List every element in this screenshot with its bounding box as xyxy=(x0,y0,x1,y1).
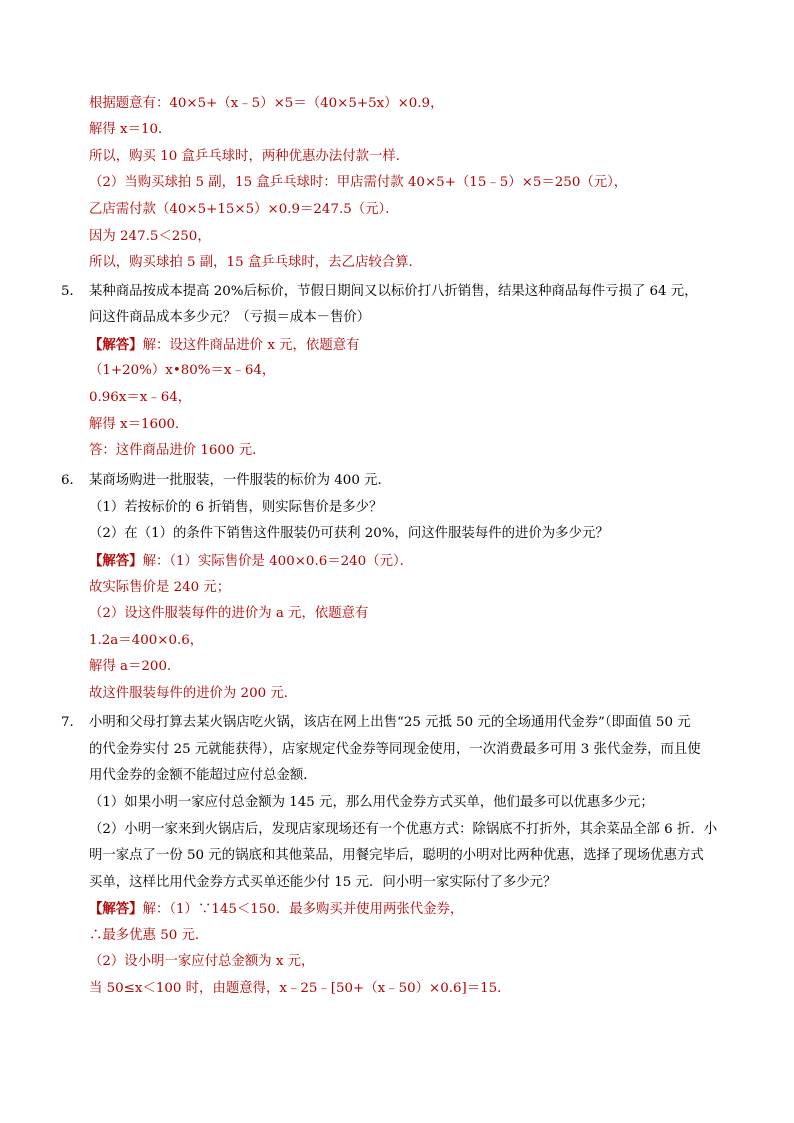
answer-line xyxy=(89,552,413,570)
answer-line: （2）设这件服装每件的进价为 a 元，依题意有 xyxy=(89,606,369,621)
question-text: 某商场购进一批服装，一件服装的标价为 400 元． xyxy=(89,473,391,488)
question-number: 7． xyxy=(61,715,83,730)
answer-text: 解：设这件商品进价 x 元，依题意有 xyxy=(142,338,360,353)
answer-line: 当 50≤x＜100 时，由题意得，x﹣25﹣[50+（x﹣50）×0.6]＝15． xyxy=(89,981,511,996)
answer-line: 故实际售价是 240 元； xyxy=(89,580,231,595)
answer-tag: 【解答】 xyxy=(89,553,143,569)
prev-answer-line: 解得 x＝10． xyxy=(89,122,172,137)
prev-answer-line: （2）当购买球拍 5 副，15 盒乒乓球时：甲店需付款 40×5+（15﹣5）×5＝250（元）， xyxy=(89,175,628,190)
answer-line xyxy=(89,900,463,918)
answer-text: 解：（1）实际售价是 400×0.6＝240（元）． xyxy=(142,554,414,569)
answer-line: （2）设小明一家应付总金额为 x 元， xyxy=(89,954,315,969)
prev-answer-line: 因为 247.5＜250， xyxy=(89,229,211,244)
question-text: 用代金券的金额不能超过应付总金额． xyxy=(89,768,317,783)
question-number: 6． xyxy=(61,473,83,488)
prev-answer-line: 根据题意有：40×5+（x﹣5）×5＝（40×5+5x）×0.9， xyxy=(89,96,444,111)
answer-line: 0.96x＝x﹣64， xyxy=(89,390,192,405)
prev-answer-line: 所以，购买球拍 5 副，15 盒乒乓球时，去乙店较合算． xyxy=(89,255,422,270)
answer-line: 1.2a＝400×0.6， xyxy=(89,633,204,648)
answer-line: 解得 x＝1600． xyxy=(89,417,189,432)
question-text: 某种商品按成本提高 20%后标价，节假日期间又以标价打八折销售，结果这种商品每件亏损了 64 元， xyxy=(89,284,698,299)
answer-line: 答：这件商品进价 1600 元． xyxy=(89,443,266,458)
answer-line: 解得 a＝200． xyxy=(89,659,181,674)
question-text: 小明和父母打算去某火锅店吃火锅，该店在网上出售“25 元抵 50 元的全场通用代金券”（即面值 50 元 xyxy=(89,715,691,730)
question-text: （2）小明一家来到火锅店后，发现店家现场还有一个优惠方式：除锅底不打折外，其余菜品全部 6 折．小 xyxy=(89,822,718,837)
answer-text: 解：（1）∵145＜150．最多购买并使用两张代金券， xyxy=(142,902,464,917)
question-text: 明一家点了一份 50 元的锅底和其他菜品，用餐完毕后，聪明的小明对比两种优惠，选择了现场优惠方式 xyxy=(89,848,704,863)
prev-answer-line: 乙店需付款（40×5+15×5）×0.9＝247.5（元）． xyxy=(89,202,399,217)
question-text: （1）如果小明一家应付总金额为 145 元，那么用代金券方式买单，他们最多可以优惠多少元； xyxy=(89,795,654,810)
answer-tag: 【解答】 xyxy=(89,901,143,917)
question-number: 5． xyxy=(61,284,83,299)
prev-answer-line: 所以，购买 10 盒乒乓球时，两种优惠办法付款一样． xyxy=(89,149,410,164)
answer-line: 故这件服装每件的进价为 200 元． xyxy=(89,686,298,701)
answer-line: ∴最多优惠 50 元． xyxy=(89,928,209,943)
question-text: （1）若按标价的 6 折销售，则实际售价是多少？ xyxy=(89,500,383,515)
question-text: （2）在（1）的条件下销售这件服装仍可获利 20%，问这件服装每件的进价为多少元？ xyxy=(89,526,609,541)
question-text: 的代金券实付 25 元就能获得），店家规定代金券等同现金使用，一次消费最多可用 3 张代金券，而且使 xyxy=(89,742,701,757)
answer-line xyxy=(89,336,360,354)
question-text: 买单，这样比用代金券方式买单还能少付 15 元．问小明一家实际付了多少元？ xyxy=(89,875,557,890)
answer-line: （1+20%）x•80%＝x﹣64， xyxy=(89,363,276,378)
answer-tag: 【解答】 xyxy=(89,337,143,353)
question-text: 问这件商品成本多少元？（亏损＝成本－售价） xyxy=(89,310,371,325)
